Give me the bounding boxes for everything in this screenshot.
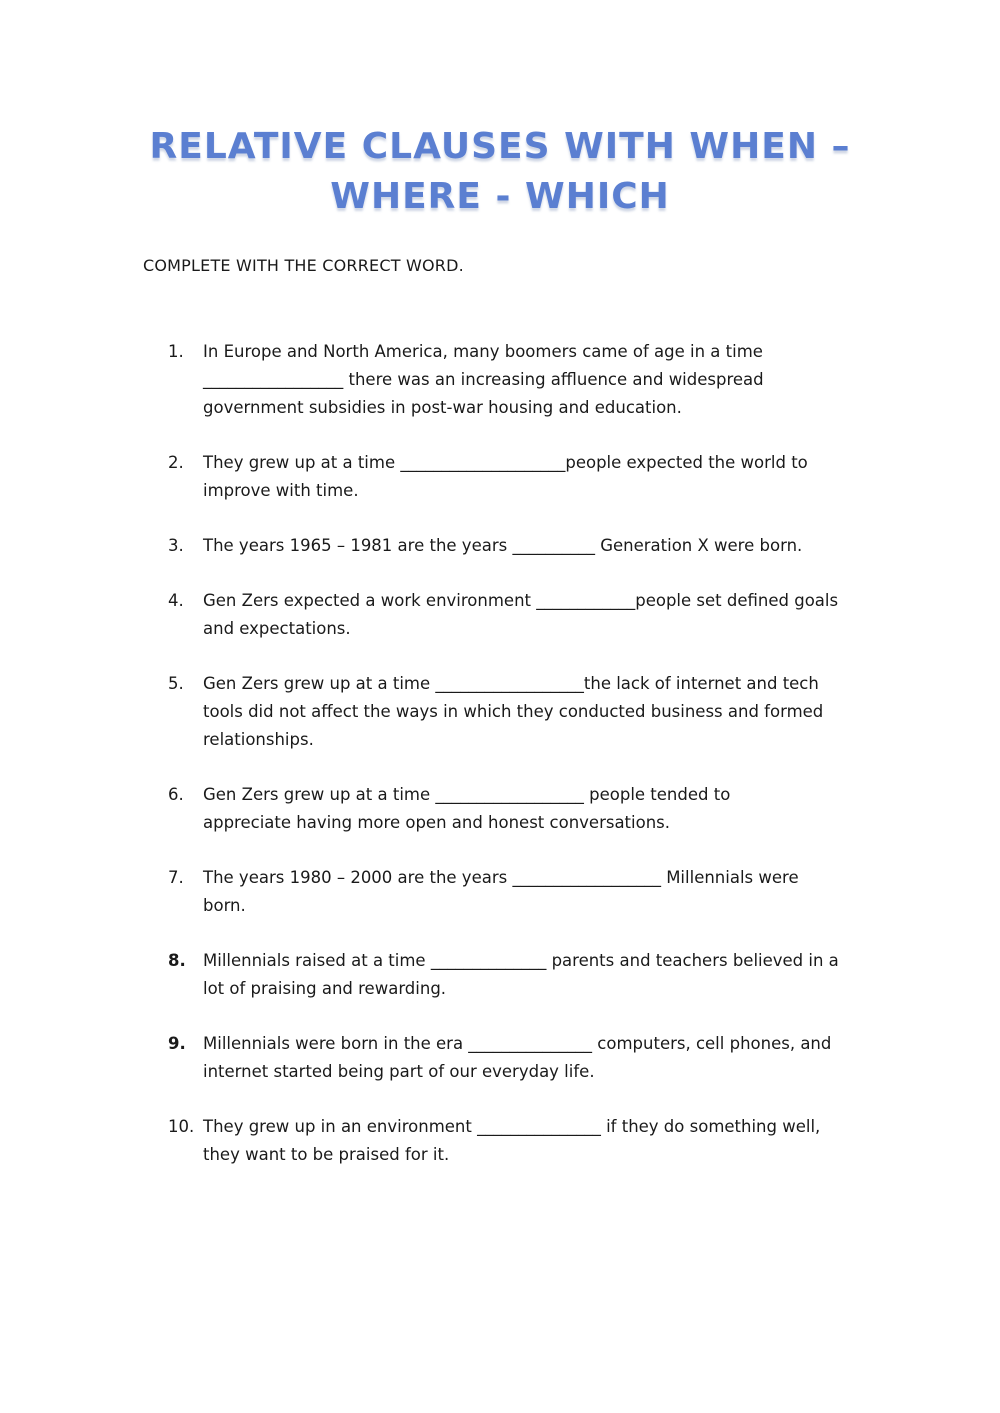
question-text: Gen Zers grew up at a time __________________ people tended to appreciate having more open and honest conversations.: [203, 785, 731, 832]
question-text: The years 1965 – 1981 are the years __________ Generation X were born.: [203, 536, 803, 555]
question-number: 10.: [168, 1117, 195, 1136]
title-line-1: RELATIVE CLAUSES WITH WHEN –: [149, 126, 851, 167]
question-item: [168, 1113, 868, 1169]
question-text: They grew up in an environment _______________ if they do something well, they want to be praised for it.: [203, 1117, 821, 1164]
question-item: [168, 1030, 868, 1086]
question-text: The years 1980 – 2000 are the years __________________ Millennials were born.: [203, 868, 799, 915]
question-number: 2.: [168, 453, 184, 472]
question-text: They grew up at a time ____________________people expected the world to improve with time.: [203, 453, 808, 500]
question-number: 5.: [168, 674, 184, 693]
question-list: [168, 338, 868, 1196]
question-item: [168, 864, 868, 920]
question-number: 7.: [168, 868, 184, 887]
question-item: [168, 338, 868, 422]
question-number: 1.: [168, 342, 184, 361]
question-item: [168, 532, 868, 560]
question-item: [168, 670, 868, 754]
question-text: Gen Zers grew up at a time __________________the lack of internet and tech tools did not affect the ways in which they conducted business and formed relationships.: [203, 674, 824, 749]
question-number: 3.: [168, 536, 184, 555]
title-line-2: WHERE - WHICH: [330, 176, 670, 217]
question-number: 8.: [168, 951, 186, 970]
question-item: [168, 947, 868, 1003]
question-text: Millennials raised at a time ______________ parents and teachers believed in a lot of praising and rewarding.: [203, 951, 839, 998]
instruction-text: COMPLETE WITH THE CORRECT WORD.: [143, 256, 464, 275]
question-item: [168, 781, 868, 837]
question-item: [168, 449, 868, 505]
question-item: [168, 587, 868, 643]
question-number: 9.: [168, 1034, 186, 1053]
question-number: 6.: [168, 785, 184, 804]
question-text: In Europe and North America, many boomers came of age in a time _________________ there was an increasing affluence and widespread government subsidies in post-war housing and education.: [203, 342, 764, 417]
question-number: 4.: [168, 591, 184, 610]
question-text: Gen Zers expected a work environment ____________people set defined goals and expectations.: [203, 591, 839, 638]
question-text: Millennials were born in the era _______________ computers, cell phones, and internet started being part of our everyday life.: [203, 1034, 832, 1081]
worksheet-title: [100, 122, 900, 222]
